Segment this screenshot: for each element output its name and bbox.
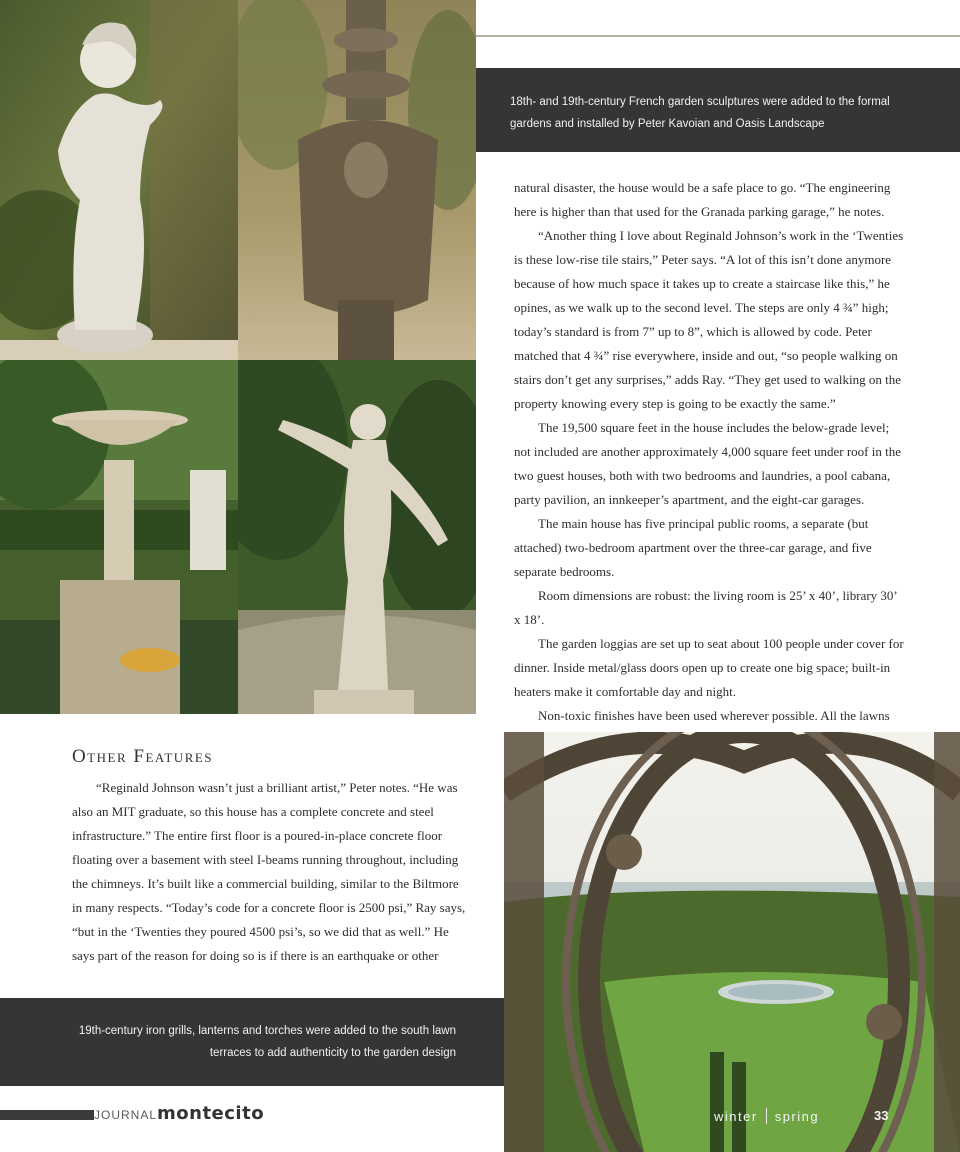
season-divider	[766, 1108, 767, 1124]
magazine-logo	[94, 1103, 266, 1124]
caption-bottom-line-1: 19th-century iron grills, lanterns and torches were added to the south lawn	[78, 1025, 456, 1037]
caption-top-line-2: gardens and installed by Peter Kavoian and Oasis Landscape	[510, 118, 825, 130]
season-spring: spring	[774, 1109, 820, 1124]
section-heading: Other Features	[72, 746, 214, 767]
caption-bottom-line-2: terraces to add authenticity to the garden design	[209, 1047, 456, 1059]
paragraph: Non-toxic finishes have been used wherever possible. All the lawns	[538, 708, 890, 723]
caption-bottom	[0, 998, 504, 1086]
caption-top-line-1: 18th- and 19th-century French garden sculptures were added to the formal	[510, 96, 890, 108]
paragraph: The garden loggias are set up to seat about 100 people under cover for dinner. Inside metal/glass doors open up to create one big space; built-in heaters make it comfortable day and night.	[514, 636, 904, 699]
right-column-text	[514, 176, 906, 728]
logo-journal: JOURNAL	[94, 1108, 158, 1122]
photo-cherub-statue	[0, 0, 238, 360]
paragraph: “Reginald Johnson wasn’t just a brilliant artist,” Peter notes. “He was also an MIT graduate, so this house has a complete concrete and steel infrastructure.” The entire first floor is a poured-in-place concrete floor floating over a basement with steel I-beams running throughout, including the chimneys. It’s built like a commercial building, similar to the Biltmore in many respects. “Today’s code for a concrete floor is 2500 psi,” Ray says, “but in the ‘Twenties they poured 4500 psi’s, so we did that as well.” He says part of the reason for doing so is if there is an earthquake or other	[72, 780, 466, 963]
paragraph: Room dimensions are robust: the living room is 25’ x 40’, library 30’ x 18’.	[514, 588, 897, 627]
paragraph: The main house has five principal public rooms, a separate (but attached) two-bedroom apartment over the three-car garage, and five separate bedrooms.	[514, 516, 872, 579]
photo-iron-grill-view	[504, 732, 960, 1152]
photo-fountain-garden	[0, 360, 238, 714]
caption-top	[476, 68, 960, 152]
photo-lantern-column	[238, 0, 476, 360]
page-number: 33	[874, 1108, 889, 1123]
paragraph: natural disaster, the house would be a safe place to go. “The engineering here is higher than that used for the Granada parking garage,” he notes.	[514, 180, 891, 219]
paragraph: “Another thing I love about Reginald Johnson’s work in the ‘Twenties is these low-rise tile stairs,” Peter says. “A lot of this isn’t done anymore because of how much space it takes up to create a staircase like this,” he opines, as we walk up to the second level. The steps are only 4 ¾” high; today’s standard is from 7” up to 8”, which is allowed by code. Peter matched that 4 ¾” rise everywhere, inside and out, “so people walking on stairs don’t get any surprises,” adds Ray. “They get used to walking on the property knowing every step is going to be exactly the same.”	[514, 228, 904, 411]
paragraph: The 19,500 square feet in the house includes the below-grade level; not included are another approximately 4,000 square feet under roof in the two guest houses, both with two bedrooms and laundries, a pool cabana, party pavilion, an innkeeper’s apartment, and the eight-car garages.	[514, 420, 901, 507]
photo-dancing-statue	[238, 360, 476, 714]
logo-montecito: montecito	[157, 1103, 265, 1124]
season-winter: winter	[714, 1109, 758, 1124]
left-column-text	[72, 776, 466, 968]
issue-season	[714, 1108, 819, 1124]
top-rule	[476, 35, 960, 37]
